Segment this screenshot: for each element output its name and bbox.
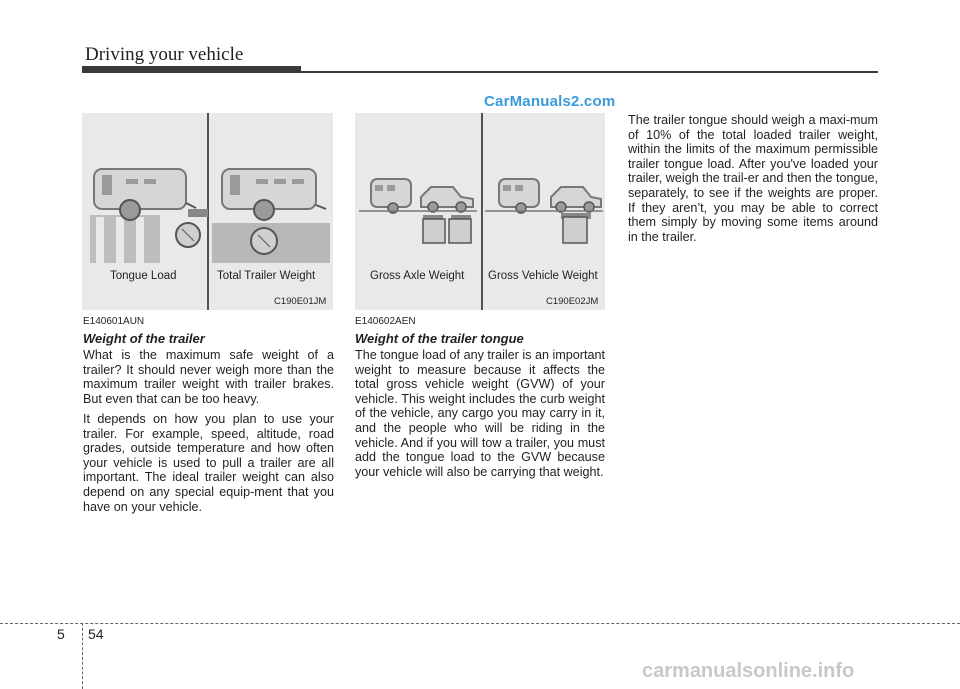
section-heading: Weight of the trailer tongue	[355, 331, 524, 346]
header-rule-accent	[82, 66, 301, 73]
watermark-carmanuals2[interactable]: CarManuals2.com	[484, 93, 616, 110]
figure-label-gross-axle-weight: Gross Axle Weight	[370, 270, 465, 282]
footer-divider	[82, 623, 83, 689]
section-number: 5	[57, 626, 65, 642]
footer-rule	[0, 623, 960, 624]
figure-axle-vehicle-weight	[355, 113, 605, 310]
page-header-title: Driving your vehicle	[85, 44, 244, 65]
page-number: 54	[88, 626, 104, 642]
figure-code: C190E02JM	[546, 296, 599, 307]
section-code: E140602AEN	[355, 316, 416, 327]
paragraph: The tongue load of any trailer is an important weight to measure because it affects the total gross vehicle weight (GVW) of your vehicle. This weight includes the curb weight of the vehicle, any cargo you may carry in it, and the people who will be riding in the vehicle. And if you will tow a trailer, you must add the tongue load to the GVW because your vehicle will also be carrying that weight.	[355, 348, 605, 479]
watermark-carmanualsonline[interactable]: carmanualsonline.info	[642, 660, 855, 682]
section-heading: Weight of the trailer	[83, 331, 205, 346]
figure-label-tongue-load: Tongue Load	[110, 270, 177, 282]
figure-code: C190E01JM	[274, 296, 327, 307]
section-code: E140601AUN	[83, 316, 145, 327]
paragraph: It depends on how you plan to use your trailer. For example, speed, altitude, road grades, outside temperature and how often your vehicle is used to pull a trailer are all important. The ideal trailer weight can also depend on any special equip-ment that you have on your vehicle.	[83, 412, 334, 514]
figure-trailer-weight	[82, 113, 333, 310]
figure-label-gross-vehicle-weight: Gross Vehicle Weight	[488, 270, 598, 282]
paragraph: What is the maximum safe weight of a trailer? It should never weigh more than the maximum trailer weight with trailer brakes. But even that can be too heavy.	[83, 348, 334, 406]
figure-label-total-trailer-weight: Total Trailer Weight	[217, 270, 316, 282]
paragraph: The trailer tongue should weigh a maxi-mum of 10% of the total loaded trailer weight, within the limits of the maximum permissible trailer tongue load. After you've loaded your trailer, weigh the trail-er and then the tongue, separately, to see if the weights are proper. If they aren’t, you may be able to correct them simply by moving some items around in the trailer.	[628, 113, 878, 244]
